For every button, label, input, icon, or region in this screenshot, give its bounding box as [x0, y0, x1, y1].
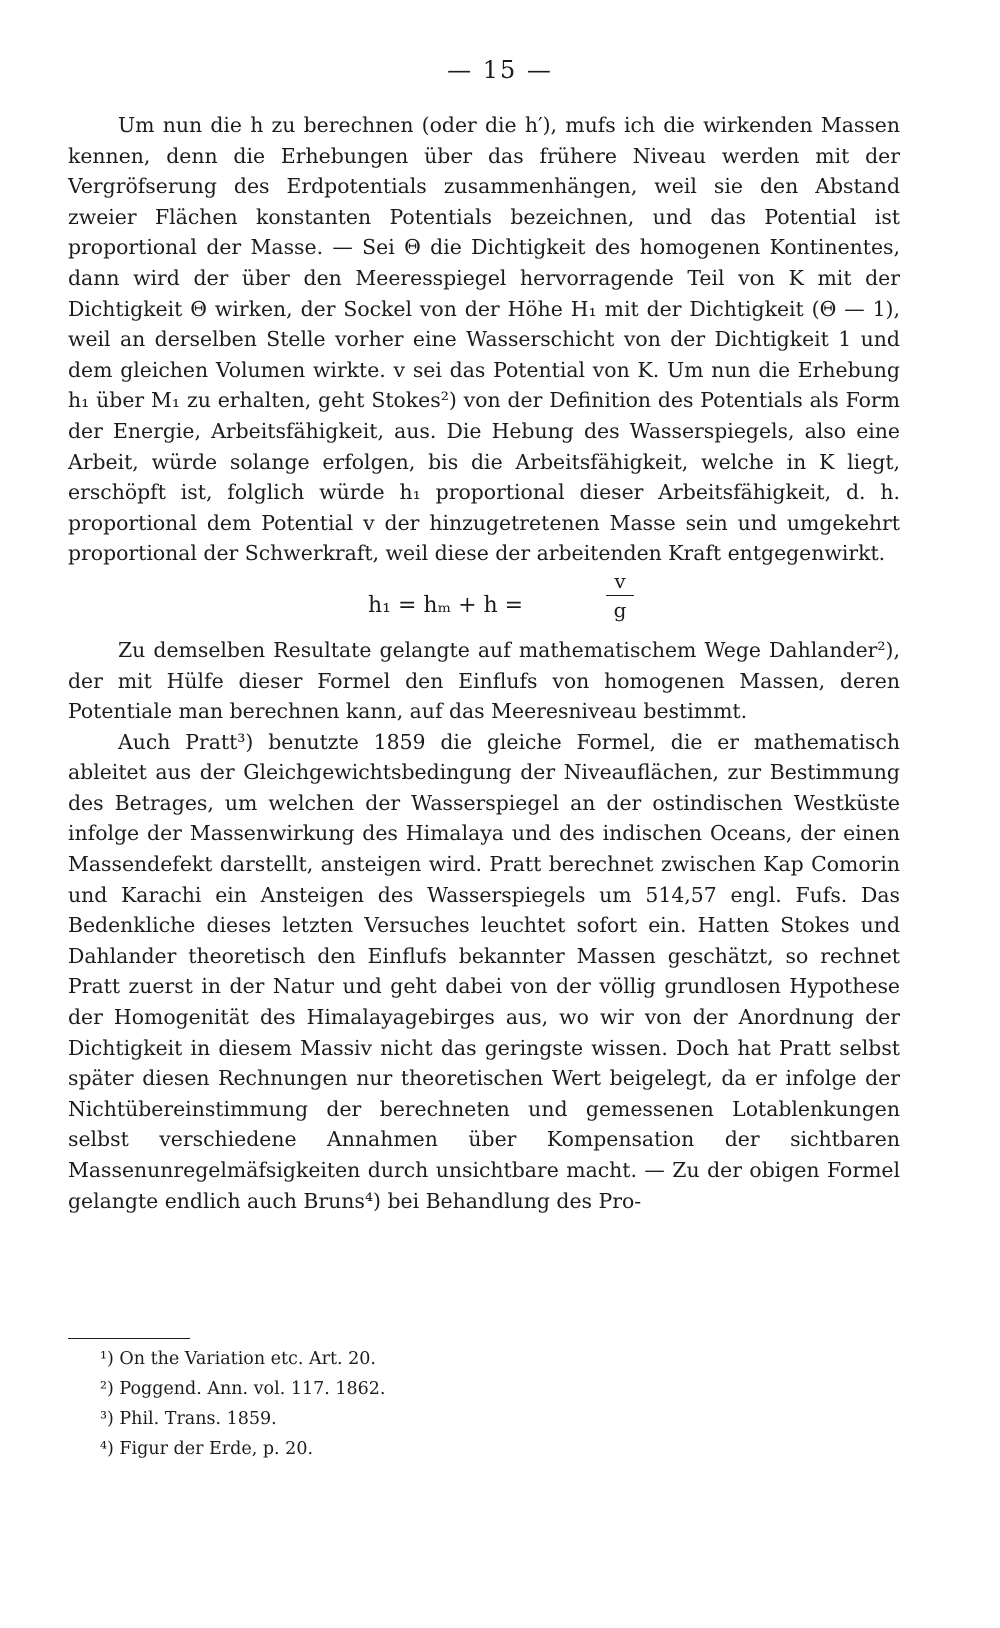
footnote-2: ²) Poggend. Ann. vol. 117. 1862. — [100, 1379, 386, 1399]
footnote-3: ³) Phil. Trans. 1859. — [100, 1409, 277, 1429]
formula-lhs: h₁ = hₘ + h = — [368, 592, 524, 618]
formula-denominator: g — [613, 597, 627, 622]
footnote-1: ¹) On the Variation etc. Art. 20. — [100, 1349, 376, 1369]
page-number: — 15 — — [447, 56, 553, 84]
formula-numerator: v — [614, 568, 626, 593]
paragraph-2: Zu demselben Resultate gelangte auf mathematischem Wege Dahlander²), der mit Hülfe dieser Formel den Einflufs von homogenen Massen, deren Potentiale man berechnen kann, auf das Meeresniveau bestimmt. — [68, 637, 900, 724]
body-text — [68, 110, 900, 1216]
footnote-4: ⁴) Figur der Erde, p. 20. — [100, 1439, 314, 1459]
footnote-rule — [68, 1338, 190, 1339]
paragraph-1: Um nun die h zu berechnen (oder die h′), mufs ich die wirkenden Massen kennen, denn die Erhebungen über das frühere Niveau werden mit der Vergröfserung des Erdpotentials zusammenhängen, weil sie den Abstand zweier Flächen konstanten Potentials bezeichnen, und das Potential ist proportional der Masse. — Sei Θ die Dichtigkeit des homogenen Kontinentes, dann wird der über den Meeresspiegel hervorragende Teil von K mit der Dichtigkeit Θ wirken, der Sockel von der Höhe H₁ mit der Dichtigkeit (Θ — 1), weil an derselben Stelle vorher eine Wasserschicht von der Dichtigkeit 1 und dem gleichen Volumen wirkte. v sei das Potential von K. Um nun die Erhebung h₁ über M₁ zu erhalten, geht Stokes²) von der Definition des Potentials als Form der Energie, Arbeitsfähigkeit, aus. Die Hebung des Wasserspiegels, also eine Arbeit, würde solange erfolgen, bis die Arbeitsfähigkeit, welche in K liegt, erschöpft ist, folglich würde h₁ proportional dieser Arbeitsfähigkeit, d. h. proportional dem Potential v der hinzugetretenen Masse sein und umgekehrt proportional der Schwerkraft, weil diese der arbeitenden Kraft entgegenwirkt. — [68, 113, 900, 566]
fraction-bar — [606, 595, 634, 596]
formula — [68, 569, 900, 635]
footnotes — [100, 1344, 700, 1464]
paragraph-3: Auch Pratt³) benutzte 1859 die gleiche Formel, die er mathematisch ableitet aus der Gleichgewichtsbedingung der Niveauflächen, zur Bestimmung des Betrages, um welchen der Wasserspiegel an der ostindischen Westküste infolge der Massenwirkung des Himalaya und des indischen Oceans, der einen Massendefekt darstellt, ansteigen wird. Pratt berechnet zwischen Kap Comorin und Karachi ein Ansteigen des Wasserspiegels um 514,57 engl. Fufs. Das Bedenkliche dieses letzten Versuches leuchtet sofort ein. Hatten Stokes und Dahlander theoretisch den Einflufs bekannter Massen geschätzt, so rechnet Pratt zuerst in der Natur und geht dabei von der völlig grundlosen Hypothese der Homogenität des Himalayagebirges aus, wo wir von der Anordnung der Dichtigkeit in diesem Massiv nicht das geringste wissen. Doch hat Pratt selbst später diesen Rechnungen nur theoretischen Wert beigelegt, da er infolge der Nichtübereinstimmung der berechneten und gemessenen Lotablenkungen selbst verschiedene Annahmen über Kompensation der sichtbaren Massenunregelmäfsigkeiten durch unsichtbare macht. — Zu der obigen Formel gelangte endlich auch Bruns⁴) bei Behandlung des Pro- — [68, 729, 900, 1213]
formula-fraction — [606, 569, 634, 622]
